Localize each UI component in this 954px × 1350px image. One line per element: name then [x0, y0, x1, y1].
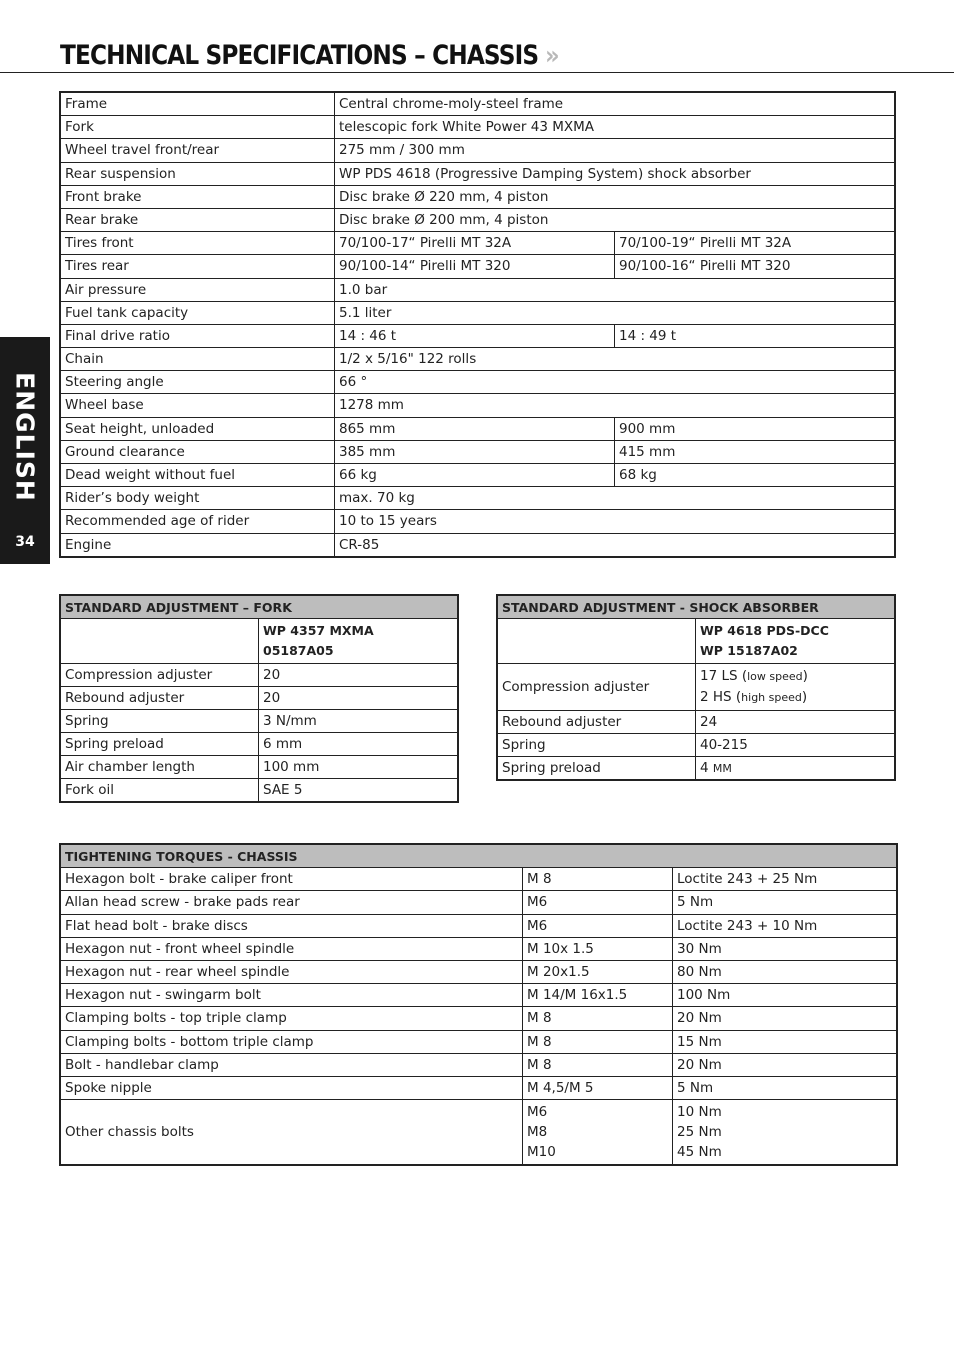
spec-label: Chain — [61, 348, 335, 371]
spec-row — [61, 440, 895, 463]
page-title — [60, 40, 559, 71]
spec-value-alt: 70/100-19“ Pirelli MT 32A — [615, 232, 895, 255]
spec-value: 1.0 bar — [335, 278, 895, 301]
torque-item: Clamping bolts - bottom triple clamp — [61, 1030, 523, 1053]
preload-unit: MM — [712, 761, 732, 775]
spec-value: max. 70 kg — [335, 487, 895, 510]
fork-row-value: 3 N/mm — [259, 710, 458, 733]
spec-label: Front brake — [61, 185, 335, 208]
shock-row — [498, 711, 895, 734]
shock-preload-row — [498, 757, 895, 780]
torque-size: M 10x 1.5 — [523, 937, 673, 960]
fork-row-value: 100 mm — [259, 756, 458, 779]
torque-size: M 8 — [523, 868, 673, 891]
spec-value: 385 mm — [335, 440, 615, 463]
torque-value: 30 Nm — [673, 937, 897, 960]
spec-value: Disc brake Ø 200 mm, 4 piston — [335, 208, 895, 231]
fork-row-label: Spring — [61, 710, 259, 733]
size-line: M10 — [527, 1144, 556, 1161]
torque-size: M 14/M 16x1.5 — [523, 984, 673, 1007]
torque-size: M6 — [523, 914, 673, 937]
shock-compression-value — [696, 664, 895, 711]
shock-row — [498, 734, 895, 757]
spec-row — [61, 533, 895, 556]
torque-row — [61, 1007, 897, 1030]
spec-row — [61, 348, 895, 371]
chevron-right-icon: » — [545, 41, 559, 71]
shock-preload-label: Spring preload — [498, 757, 696, 780]
fork-row-label: Spring preload — [61, 733, 259, 756]
fork-table-header — [61, 596, 458, 619]
torque-value: 80 Nm — [673, 960, 897, 983]
spec-label: Dead weight without fuel — [61, 464, 335, 487]
fork-row — [61, 779, 458, 802]
spec-row — [61, 255, 895, 278]
fork-row-label: Air chamber length — [61, 756, 259, 779]
page-number: 34 — [15, 534, 35, 550]
torque-item: Hexagon nut - front wheel spindle — [61, 937, 523, 960]
shock-compression-label: Compression adjuster — [498, 664, 696, 711]
shock-row-value: 24 — [696, 711, 895, 734]
fork-row — [61, 664, 458, 687]
spec-label: Rear brake — [61, 208, 335, 231]
spec-label: Air pressure — [61, 278, 335, 301]
spec-label: Wheel base — [61, 394, 335, 417]
torque-value: Loctite 243 + 10 Nm — [673, 914, 897, 937]
torque-item: Flat head bolt - brake discs — [61, 914, 523, 937]
spec-value: Central chrome-moly-steel frame — [335, 93, 895, 116]
torque-other-values — [673, 1100, 897, 1165]
ls-value: 17 LS ( — [700, 668, 748, 684]
fork-row — [61, 733, 458, 756]
spec-label: Steering angle — [61, 371, 335, 394]
torque-row — [61, 891, 897, 914]
torque-value: 100 Nm — [673, 984, 897, 1007]
fork-row-value: SAE 5 — [259, 779, 458, 802]
fork-model-row — [61, 619, 458, 664]
spec-value-alt: 68 kg — [615, 464, 895, 487]
spec-row — [61, 232, 895, 255]
spec-label: Engine — [61, 533, 335, 556]
torque-row — [61, 1076, 897, 1099]
torque-row — [61, 960, 897, 983]
shock-table-title: STANDARD ADJUSTMENT - SHOCK ABSORBER — [498, 596, 895, 619]
spec-label: Seat height, unloaded — [61, 417, 335, 440]
fork-row — [61, 710, 458, 733]
spec-row — [61, 278, 895, 301]
language-side-tab — [0, 337, 50, 564]
spec-row — [61, 208, 895, 231]
spec-value: CR-85 — [335, 533, 895, 556]
spec-value: Disc brake Ø 220 mm, 4 piston — [335, 185, 895, 208]
fork-row-label: Rebound adjuster — [61, 687, 259, 710]
torque-item: Hexagon nut - swingarm bolt — [61, 984, 523, 1007]
shock-adjustment-table — [497, 595, 895, 780]
torque-row — [61, 1053, 897, 1076]
spec-label: Tires rear — [61, 255, 335, 278]
torque-table — [60, 844, 897, 1165]
shock-model-cell — [696, 619, 895, 664]
shock-row-value: 40-215 — [696, 734, 895, 757]
torque-value: Loctite 243 + 25 Nm — [673, 868, 897, 891]
shock-preload-value — [696, 757, 895, 780]
spec-row — [61, 301, 895, 324]
spec-row — [61, 185, 895, 208]
spec-label: Fork — [61, 116, 335, 139]
torque-row — [61, 868, 897, 891]
torque-line: 45 Nm — [677, 1144, 722, 1161]
spec-row — [61, 116, 895, 139]
torque-item: Hexagon bolt - brake caliper front — [61, 868, 523, 891]
spec-value: telescopic fork White Power 43 MXMA — [335, 116, 895, 139]
hs-value: 2 HS ( — [700, 689, 742, 705]
shock-table-body — [498, 711, 895, 757]
spec-value: 865 mm — [335, 417, 615, 440]
torque-line: 25 Nm — [677, 1124, 722, 1141]
spec-label: Recommended age of rider — [61, 510, 335, 533]
spec-row — [61, 394, 895, 417]
spec-value-alt: 90/100-16“ Pirelli MT 320 — [615, 255, 895, 278]
spec-row — [61, 139, 895, 162]
torque-item: Bolt - handlebar clamp — [61, 1053, 523, 1076]
torque-value: 5 Nm — [673, 891, 897, 914]
shock-compression-hs — [700, 687, 890, 708]
torque-row — [61, 984, 897, 1007]
torque-row — [61, 1030, 897, 1053]
language-label: ENGLISH — [10, 372, 40, 502]
torque-table-body — [61, 868, 897, 1100]
fork-row — [61, 687, 458, 710]
torque-size: M 8 — [523, 1007, 673, 1030]
spec-row — [61, 487, 895, 510]
spec-value: 275 mm / 300 mm — [335, 139, 895, 162]
fork-row-value: 20 — [259, 687, 458, 710]
fork-row — [61, 756, 458, 779]
torque-value: 20 Nm — [673, 1053, 897, 1076]
spec-row — [61, 162, 895, 185]
torque-other-row — [61, 1100, 897, 1165]
torque-other-sizes — [523, 1100, 673, 1165]
torque-value: 15 Nm — [673, 1030, 897, 1053]
shock-table-header — [498, 596, 895, 619]
fork-row-label: Fork oil — [61, 779, 259, 802]
spec-row — [61, 93, 895, 116]
fork-row-value: 20 — [259, 664, 458, 687]
spec-value: WP PDS 4618 (Progressive Damping System) shock absorber — [335, 162, 895, 185]
fork-row-value: 6 mm — [259, 733, 458, 756]
torque-row — [61, 914, 897, 937]
spec-value-alt: 14 : 49 t — [615, 324, 895, 347]
shock-row-label: Rebound adjuster — [498, 711, 696, 734]
shock-row-label: Spring — [498, 734, 696, 757]
hs-close: ) — [801, 689, 808, 705]
fork-model-line2: 05187A05 — [263, 643, 334, 658]
spec-label: Final drive ratio — [61, 324, 335, 347]
torque-item: Clamping bolts - top triple clamp — [61, 1007, 523, 1030]
spec-row — [61, 417, 895, 440]
spec-table-body — [61, 93, 895, 557]
fork-model-cell — [259, 619, 458, 664]
shock-compression-row — [498, 664, 895, 711]
torque-size: M 8 — [523, 1030, 673, 1053]
spec-label: Rear suspension — [61, 162, 335, 185]
torque-row — [61, 937, 897, 960]
spec-row — [61, 464, 895, 487]
torque-table-header — [61, 845, 897, 868]
spec-value: 10 to 15 years — [335, 510, 895, 533]
torque-item: Hexagon nut - rear wheel spindle — [61, 960, 523, 983]
torque-item: Spoke nipple — [61, 1076, 523, 1099]
spec-value: 14 : 46 t — [335, 324, 615, 347]
spec-value: 5.1 liter — [335, 301, 895, 324]
torque-item: Allan head screw - brake pads rear — [61, 891, 523, 914]
spec-value-alt: 900 mm — [615, 417, 895, 440]
torque-value: 20 Nm — [673, 1007, 897, 1030]
torque-size: M 20x1.5 — [523, 960, 673, 983]
spec-value: 66 kg — [335, 464, 615, 487]
shock-model-line2: WP 15187A02 — [700, 643, 798, 658]
spec-label: Wheel travel front/rear — [61, 139, 335, 162]
shock-model-row — [498, 619, 895, 664]
fork-model-line1: WP 4357 MXMA — [263, 623, 374, 638]
torque-value: 5 Nm — [673, 1076, 897, 1099]
spec-label: Frame — [61, 93, 335, 116]
page-title-text: TECHNICAL SPECIFICATIONS – CHASSIS — [60, 40, 539, 71]
fork-adjustment-table — [60, 595, 458, 802]
fork-row-label: Compression adjuster — [61, 664, 259, 687]
torque-line: 10 Nm — [677, 1104, 722, 1121]
fork-table-body — [61, 664, 458, 802]
spec-value: 1/2 x 5/16" 122 rolls — [335, 348, 895, 371]
spec-value: 1278 mm — [335, 394, 895, 417]
spec-value-alt: 415 mm — [615, 440, 895, 463]
spec-label: Rider’s body weight — [61, 487, 335, 510]
spec-label: Ground clearance — [61, 440, 335, 463]
chassis-spec-table — [60, 92, 895, 557]
torque-other-item: Other chassis bolts — [61, 1100, 523, 1165]
ls-close: ) — [802, 668, 808, 684]
shock-model-line1: WP 4618 PDS-DCC — [700, 623, 829, 638]
empty-cell — [498, 619, 696, 664]
spec-value: 90/100-14“ Pirelli MT 320 — [335, 255, 615, 278]
torque-size: M 8 — [523, 1053, 673, 1076]
preload-number: 4 — [700, 759, 713, 776]
title-divider — [0, 72, 954, 73]
size-line: M6 — [527, 1104, 548, 1121]
shock-compression-ls — [700, 666, 890, 687]
spec-label: Tires front — [61, 232, 335, 255]
spec-label: Fuel tank capacity — [61, 301, 335, 324]
spec-row — [61, 371, 895, 394]
hs-note: high speed — [741, 691, 802, 704]
spec-row — [61, 324, 895, 347]
torque-table-title: TIGHTENING TORQUES - CHASSIS — [61, 845, 897, 868]
empty-cell — [61, 619, 259, 664]
torque-size: M6 — [523, 891, 673, 914]
torque-size: M 4,5/M 5 — [523, 1076, 673, 1099]
spec-row — [61, 510, 895, 533]
ls-note: low speed — [747, 670, 803, 683]
spec-value: 70/100-17“ Pirelli MT 32A — [335, 232, 615, 255]
fork-table-title: STANDARD ADJUSTMENT – FORK — [61, 596, 458, 619]
size-line: M8 — [527, 1124, 548, 1141]
spec-value: 66 ° — [335, 371, 895, 394]
